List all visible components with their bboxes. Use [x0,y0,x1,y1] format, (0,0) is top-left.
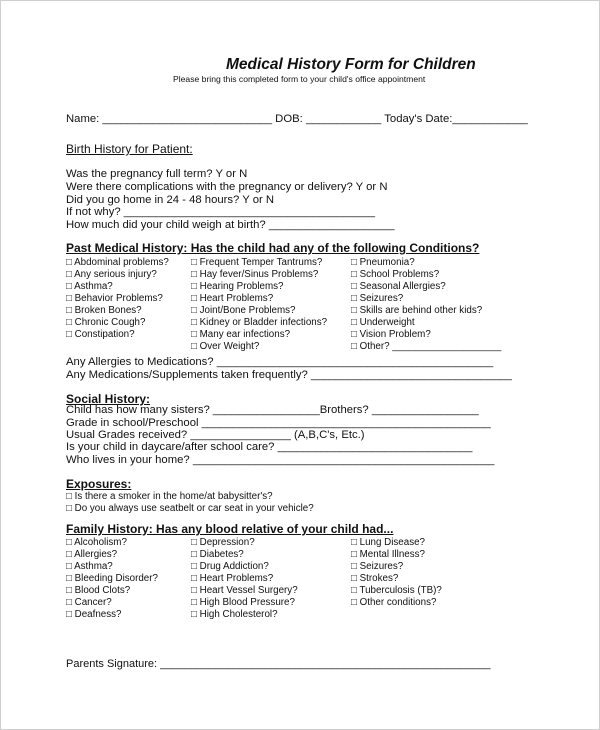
birth-history-line[interactable]: Was the pregnancy full term? Y or N [66,168,248,180]
checkbox-item[interactable]: □ Other conditions? [351,597,437,608]
social-history-line[interactable]: Child has how many sisters? _________________Brothers? _________________ [66,404,479,416]
checkbox-item[interactable]: □ Tuberculosis (TB)? [351,585,442,596]
checkbox-item[interactable]: □ Do you always use seatbelt or car seat in your vehicle? [66,503,314,514]
checkbox-item[interactable]: □ Blood Clots? [66,585,131,596]
checkbox-item[interactable]: □ Deafness? [66,609,122,620]
exposures-heading: Exposures: [66,477,132,491]
identity-line[interactable]: Name: ___________________________ DOB: ____________ Today's Date:____________ [66,113,528,125]
parents-signature-line[interactable]: Parents Signature: ______________________________________________________ [66,658,491,670]
checkbox-item[interactable]: □ Seasonal Allergies? [351,281,446,292]
social-history-line[interactable]: Is your child in daycare/after school care? _______________________________ [66,441,473,453]
checkbox-item[interactable]: □ Strokes? [351,573,399,584]
checkbox-item[interactable]: □ Chronic Cough? [66,317,146,328]
form-subtitle: Please bring this completed form to your child's office appointment [173,74,426,84]
checkbox-item[interactable]: □ Heart Vessel Surgery? [191,585,298,596]
checkbox-item[interactable]: □ Frequent Temper Tantrums? [191,257,323,268]
checkbox-item[interactable]: □ School Problems? [351,269,440,280]
allergies-line[interactable]: Any Allergies to Medications? ____________________________________________ [66,356,494,368]
birth-history-line[interactable]: If not why? ________________________________________ [66,206,376,218]
checkbox-item[interactable]: □ Hay fever/Sinus Problems? [191,269,319,280]
checkbox-item[interactable]: □ Depression? [191,537,255,548]
family-history-heading: Family History: Has any blood relative of your child had... [66,522,394,536]
checkbox-item[interactable]: □ Abdominal problems? [66,257,169,268]
checkbox-item[interactable]: □ Diabetes? [191,549,244,560]
checkbox-item[interactable]: □ Cancer? [66,597,112,608]
checkbox-item[interactable]: □ Seizures? [351,293,404,304]
birth-history-heading: Birth History for Patient: [66,142,193,156]
birth-history-line[interactable]: How much did your child weigh at birth? ____________________ [66,219,395,231]
checkbox-item[interactable]: □ Broken Bones? [66,305,142,316]
checkbox-item[interactable]: □ Drug Addiction? [191,561,269,572]
checkbox-item[interactable]: □ Pneumonia? [351,257,415,268]
birth-history-line[interactable]: Did you go home in 24 - 48 hours? Y or N [66,194,275,206]
checkbox-item[interactable]: □ Asthma? [66,561,113,572]
medications-line[interactable]: Any Medications/Supplements taken frequently? ________________________________ [66,369,512,381]
checkbox-item[interactable]: □ Skills are behind other kids? [351,305,483,316]
checkbox-item[interactable]: □ Over Weight? [191,341,260,352]
checkbox-item[interactable]: □ Behavior Problems? [66,293,163,304]
checkbox-item[interactable]: □ Underweight [351,317,415,328]
social-history-line[interactable]: Who lives in your home? ________________________________________________ [66,454,495,466]
checkbox-item[interactable]: □ Asthma? [66,281,113,292]
past-medical-heading: Past Medical History: Has the child had any of the following Conditions? [66,241,480,255]
checkbox-item[interactable]: □ Alcoholism? [66,537,127,548]
checkbox-item[interactable]: □ Many ear infections? [191,329,291,340]
checkbox-item[interactable]: □ Hearing Problems? [191,281,284,292]
form-title: Medical History Form for Children [226,56,476,73]
checkbox-item[interactable]: □ Any serious injury? [66,269,157,280]
social-history-heading: Social History: [66,392,151,406]
checkbox-item[interactable]: □ Is there a smoker in the home/at babysitter's? [66,491,273,502]
checkbox-item[interactable]: □ Mental Illness? [351,549,425,560]
social-history-line[interactable]: Grade in school/Preschool ______________________________________________ [66,417,491,429]
checkbox-item[interactable]: □ Allergies? [66,549,118,560]
checkbox-item[interactable]: □ Kidney or Bladder infections? [191,317,328,328]
checkbox-item[interactable]: □ Bleeding Disorder? [66,573,158,584]
checkbox-item[interactable]: □ High Cholesterol? [191,609,278,620]
birth-history-line[interactable]: Were there complications with the pregnancy or delivery? Y or N [66,181,388,193]
checkbox-item[interactable]: □ Seizures? [351,561,404,572]
checkbox-item[interactable]: □ Lung Disease? [351,537,425,548]
checkbox-item[interactable]: □ Heart Problems? [191,573,274,584]
checkbox-item[interactable]: □ Heart Problems? [191,293,274,304]
checkbox-item[interactable]: □ Other? ____________________ [351,341,502,352]
checkbox-item[interactable]: □ Joint/Bone Problems? [191,305,296,316]
social-history-line[interactable]: Usual Grades received? ________________ (A,B,C's, Etc.) [66,429,365,441]
checkbox-item[interactable]: □ High Blood Pressure? [191,597,295,608]
checkbox-item[interactable]: □ Vision Problem? [351,329,431,340]
checkbox-item[interactable]: □ Constipation? [66,329,135,340]
